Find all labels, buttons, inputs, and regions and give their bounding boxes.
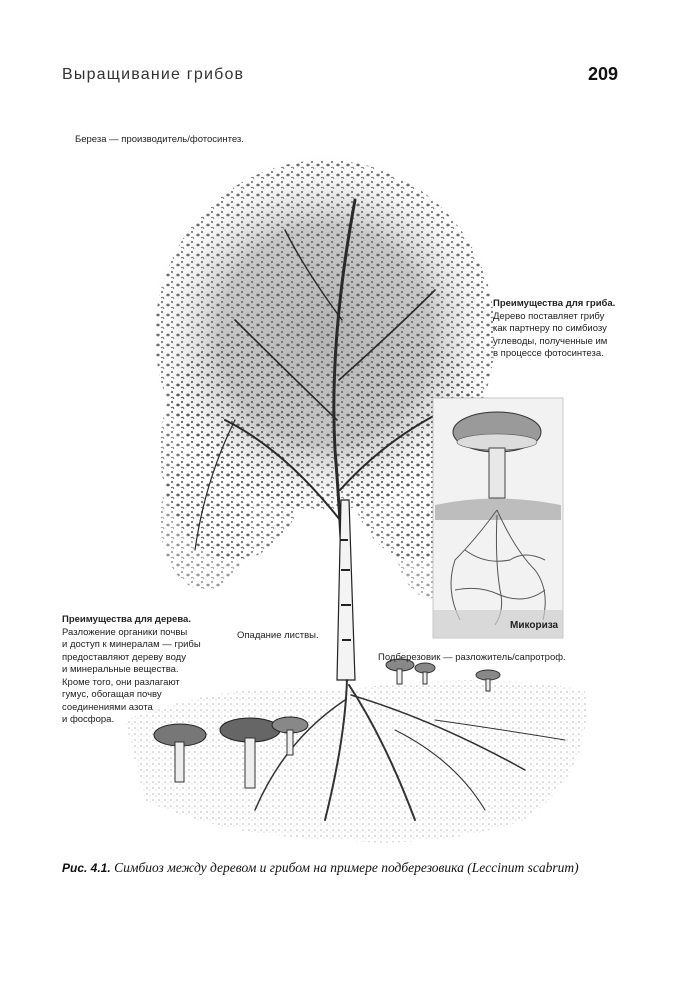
fungus-benefit-line: как партнеру по симбиозу: [493, 323, 607, 334]
tree-benefit-line: гумус, обогащая почву: [62, 689, 162, 700]
mycorrhiza-inset: [433, 398, 563, 638]
figure-caption: [62, 860, 642, 876]
tree-fungus-drawing: [55, 120, 645, 850]
boletus-label: Подберезовик — разложитель/сапротроф.: [378, 652, 566, 663]
tree-benefit-text: [62, 614, 232, 727]
fungus-benefit-title: Преимущества для гриба.: [493, 298, 616, 309]
tree-benefit-line: и фосфора.: [62, 714, 115, 725]
tree-benefit-line: предоставляют дереву воду: [62, 651, 186, 663]
tree-benefit-line: соединениями азота: [62, 701, 153, 713]
mycorrhiza-label: Микориза: [510, 620, 559, 631]
page-number: 209: [587, 64, 618, 84]
tree-benefit-line: и доступ к минералам — грибы: [62, 639, 201, 650]
figure-caption-text: Симбиоз между деревом и грибом на примере подберезовика (Leccinum scabrum): [114, 860, 579, 875]
fungus-benefit-line: углеводы, полученные им: [493, 335, 608, 347]
symbiosis-illustration: [55, 120, 645, 850]
fungus-benefit-line: в процессе фотосинтеза.: [493, 348, 604, 359]
tree-benefit-line: Разложение органики почвы: [62, 626, 188, 638]
running-header-title: Выращивание грибов: [62, 66, 245, 83]
fungus-benefit-line: Дерево поставляет грибу: [493, 310, 605, 322]
fungus-benefit-text: [493, 298, 643, 361]
tree-benefit-line: Кроме того, они разлагают: [62, 676, 180, 688]
birch-label: Береза — производитель/фотосинтез.: [75, 134, 244, 145]
tree-benefit-title: Преимущества для дерева.: [62, 614, 191, 625]
figure-number: Рис. 4.1.: [62, 861, 111, 875]
leaf-fall-label: Опадание листвы.: [237, 630, 319, 641]
tree-benefit-line: и минеральные вещества.: [62, 664, 179, 675]
